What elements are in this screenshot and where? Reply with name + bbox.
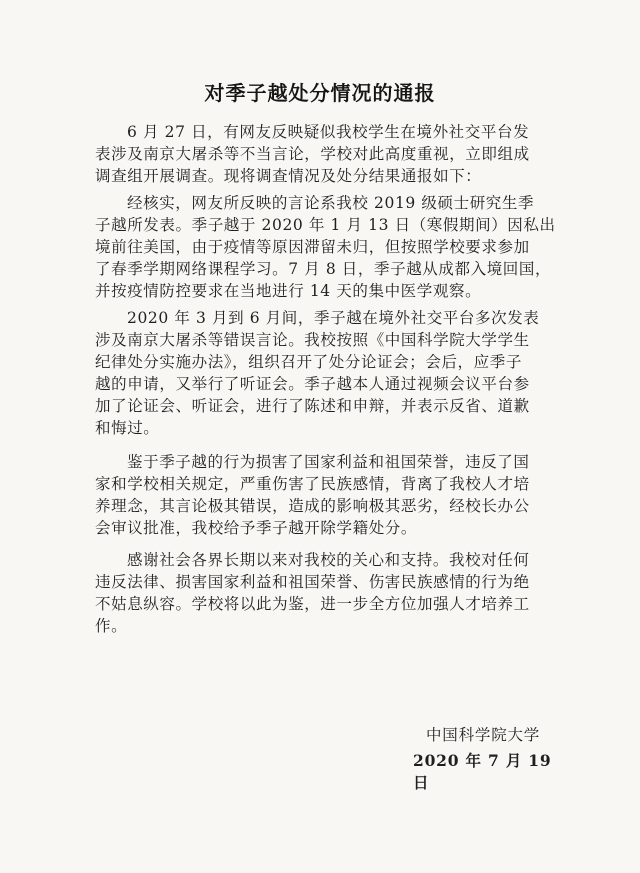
text-line: 家和学校相关规定，严重伤害了民族感情，背离了我校人才培 — [95, 475, 530, 493]
text-line: 和悔过。 — [95, 419, 160, 437]
text-line: 鉴于季子越的行为损害了国家利益和祖国荣誉，违反了国 — [127, 453, 530, 471]
text-line: 调查组开展调查。现将调查情况及处分结果通报如下： — [95, 167, 482, 185]
paragraph-5 — [95, 549, 559, 637]
text-line: 6 月 27 日，有网友反映疑似我校学生在境外社交平台发 — [127, 123, 530, 141]
text-line: 违反法律、损害国家利益和祖国荣誉、伤害民族感情的行为绝 — [95, 573, 530, 591]
text-line: 经核实，网友所反映的言论系我校 2019 级硕士研究生季 — [127, 194, 535, 212]
text-line: 会审议批准，我校给予季子越开除学籍处分。 — [95, 519, 418, 537]
text-line: 涉及南京大屠杀等错误言论。我校按照《中国科学院大学学生 — [95, 331, 530, 349]
signature-organization: 中国科学院大学 — [426, 726, 541, 744]
paragraph-2 — [95, 192, 559, 302]
text-line: 境前往美国，由于疫情等原因滞留未归，但按照学校要求参加 — [95, 238, 530, 256]
text-line: 作。 — [95, 617, 128, 635]
document-title: 对季子越处分情况的通报 — [204, 81, 436, 105]
document-body — [95, 121, 559, 637]
text-line: 了春季学期网络课程学习。7 月 8 日，季子越从成都入境回国， — [95, 260, 552, 278]
text-line: 加了论证会、听证会，进行了陈述和申辩，并表示反省、道歉 — [95, 397, 530, 415]
text-line: 越的申请，又举行了听证会。季子越本人通过视频会议平台参 — [95, 375, 530, 393]
paragraph-1 — [95, 121, 559, 187]
signature-date: 2020 年 7 月 19 日 — [413, 751, 552, 792]
text-line: 不姑息纵容。学校将以此为鉴，进一步全方位加强人才培养工 — [95, 595, 530, 613]
text-line: 纪律处分实施办法》，组织召开了处分论证会；会后，应季子 — [95, 353, 522, 371]
paragraph-3 — [95, 307, 559, 439]
paragraph-4 — [95, 451, 559, 539]
text-line: 2020 年 3 月到 6 月间，季子越在境外社交平台多次发表 — [127, 309, 540, 327]
text-line: 养理念，其言论极其错误，造成的影响极其恶劣，经校长办公 — [95, 497, 530, 515]
text-line: 并按疫情防控要求在当地进行 14 天的集中医学观察。 — [95, 282, 482, 300]
text-line: 感谢社会各界长期以来对我校的关心和支持。我校对任何 — [127, 551, 530, 569]
text-line: 表涉及南京大屠杀等不当言论，学校对此高度重视，立即组成 — [95, 145, 530, 163]
text-line: 子越所发表。季子越于 2020 年 1 月 13 日（寒假期间）因私出 — [95, 216, 556, 234]
